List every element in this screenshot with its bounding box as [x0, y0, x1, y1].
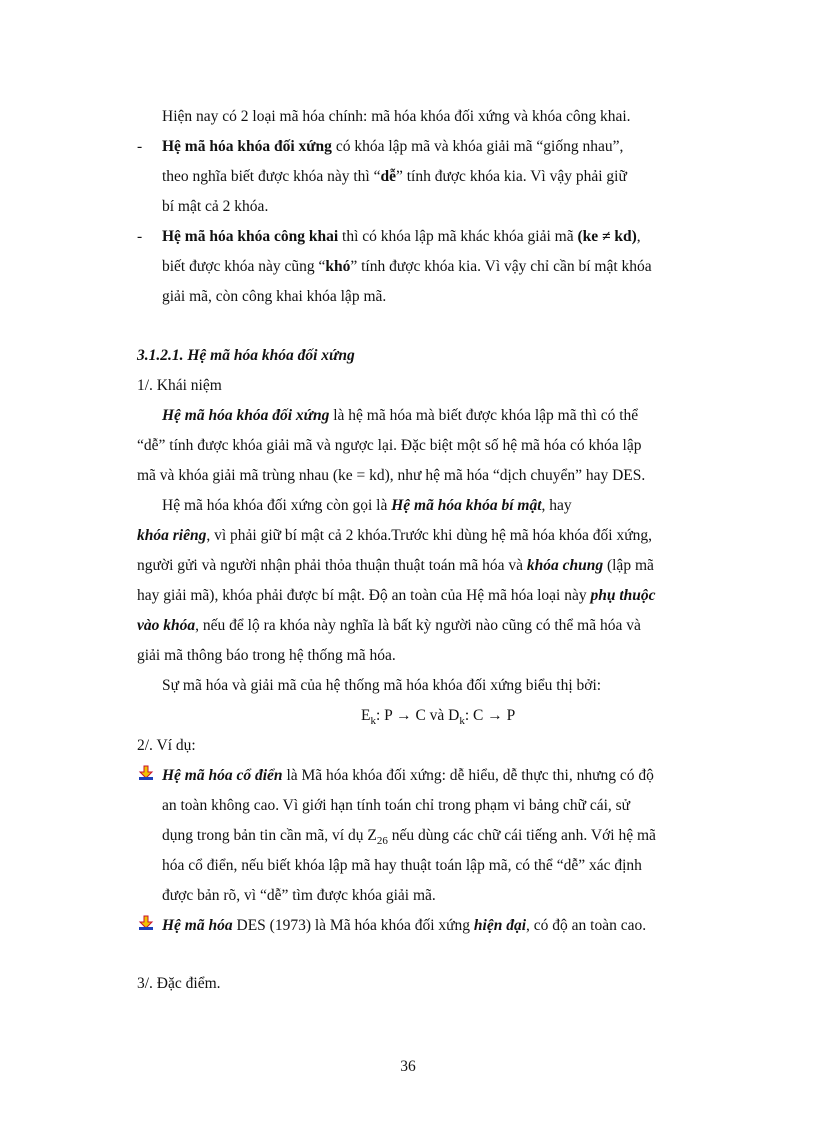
term: khóa riêng — [137, 527, 207, 544]
text: , hay — [541, 497, 572, 514]
ex1-line4: hóa cổ điển, nếu biết khóa lập mã hay thuật toán lập mã, có thể “dễ” xác định — [162, 857, 642, 874]
text: người gửi và người nhận phải thỏa thuận thuật toán mã hóa và — [137, 557, 527, 574]
bullet2-line1 — [162, 227, 641, 247]
subscript: k — [459, 715, 465, 728]
p2-line1 — [162, 496, 572, 516]
arrow-bullet-icon — [137, 914, 155, 932]
text: dụng trong bản tin cần mã, ví dụ Z — [162, 827, 377, 844]
text: là Mã hóa khóa đối xứng: dễ hiểu, dễ thực thi, nhưng có độ — [282, 767, 654, 784]
text: ” tính được khóa kia. Vì vậy phải giữ — [395, 168, 627, 185]
ex1-line2: an toàn không cao. Vì giới hạn tính toán chỉ trong phạm vi bảng chữ cái, sử — [162, 797, 631, 814]
text: là hệ mã hóa mà biết được khóa lập mã thì có thể — [329, 407, 639, 424]
page-number: 36 — [400, 1058, 416, 1075]
formula — [361, 706, 515, 731]
section-heading: 3.1.2.1. Hệ mã hóa khóa đối xứng — [137, 347, 355, 364]
text: hay giải mã), khóa phải được bí mật. Độ an toàn của Hệ mã hóa loại này — [137, 587, 591, 604]
term-easy: dễ — [380, 168, 396, 185]
text: , nếu để lộ ra khóa này nghĩa là bất kỳ người nào cũng có thể mã hóa và — [195, 617, 641, 634]
ex1-line1 — [162, 766, 654, 786]
subsection-features: 3/. Đặc điểm. — [137, 975, 221, 992]
text: nếu dùng các chữ cái tiếng anh. Với hệ mã — [387, 827, 656, 844]
text: DES (1973) là Mã hóa khóa đối xứng — [232, 917, 474, 934]
term-symmetric: Hệ mã hóa khóa đối xứng — [162, 138, 332, 155]
term: vào khóa — [137, 617, 196, 634]
subsection-example: 2/. Ví dụ: — [137, 737, 196, 754]
text: E — [361, 707, 371, 724]
ex1-line3 — [162, 826, 656, 851]
bullet1-line2 — [162, 167, 736, 187]
text: : P → C và D — [375, 707, 460, 724]
term-hard: khó — [325, 258, 351, 275]
ex2-line1 — [162, 916, 646, 936]
term: Hệ mã hóa khóa đối xứng — [162, 407, 330, 424]
bullet-dash: - — [137, 228, 143, 245]
p2-line5 — [137, 616, 641, 636]
text: , có độ an toàn cao. — [526, 917, 647, 934]
subscript: 26 — [376, 835, 388, 848]
p1-line2: “dễ” tính được khóa giải mã và ngược lại. Đặc biệt một số hệ mã hóa có khóa lập — [137, 437, 642, 454]
term: Hệ mã hóa cổ điển — [162, 767, 283, 784]
p1-line3: mã và khóa giải mã trùng nhau (ke = kd), như hệ mã hóa “dịch chuyển” hay DES. — [137, 467, 646, 484]
term: hiện đại — [473, 917, 527, 934]
text: : C → P — [464, 707, 516, 724]
text: biết được khóa này cũng “ — [162, 258, 326, 275]
p1-line1 — [162, 406, 638, 426]
bullet1-line1 — [162, 137, 736, 157]
text: có khóa lập mã và khóa giải mã “giống nhau”, — [331, 138, 624, 155]
ex1-line5: được bản rõ, vì “dễ” tìm được khóa giải mã. — [162, 887, 436, 904]
term-public: Hệ mã hóa khóa công khai — [162, 228, 339, 245]
term: Hệ mã hóa — [162, 917, 233, 934]
p3-text: Sự mã hóa và giải mã của hệ thống mã hóa khóa đối xứng biểu thị bởi: — [162, 677, 602, 694]
term: Hệ mã hóa khóa bí mật — [391, 497, 542, 514]
bullet2-line3: giải mã, còn công khai khóa lập mã. — [162, 288, 387, 305]
arrow-bullet-icon — [137, 764, 155, 782]
subscript: k — [370, 715, 376, 728]
text: (lập mã — [603, 557, 654, 574]
bullet2-line2 — [162, 257, 652, 277]
p2-line4 — [137, 586, 656, 606]
text: thì có khóa lập mã khác khóa giải mã — [338, 228, 578, 245]
term: khóa chung — [526, 557, 604, 574]
bullet-dash: - — [137, 138, 143, 155]
text: , vì phải giữ bí mật cả 2 khóa.Trước khi dùng hệ mã hóa khóa đối xứng, — [206, 527, 653, 544]
text: ” tính được khóa kia. Vì vậy chỉ cần bí mật khóa — [350, 258, 652, 275]
term: phụ thuộc — [590, 587, 656, 604]
p2-line3 — [137, 556, 654, 576]
text: Hệ mã hóa khóa đối xứng còn gọi là — [162, 497, 392, 514]
p2-line6: giải mã thông báo trong hệ thống mã hóa. — [137, 647, 396, 664]
intro-text: Hiện nay có 2 loại mã hóa chính: mã hóa khóa đối xứng và khóa công khai. — [162, 108, 631, 125]
text: theo nghĩa biết được khóa này thì “ — [162, 168, 381, 185]
text: , — [636, 228, 641, 245]
bullet1-line3: bí mật cả 2 khóa. — [162, 198, 269, 215]
formula-inline: (ke ≠ kd) — [577, 228, 637, 245]
p2-line2 — [137, 526, 652, 546]
subsection-concept: 1/. Khái niệm — [137, 377, 222, 394]
